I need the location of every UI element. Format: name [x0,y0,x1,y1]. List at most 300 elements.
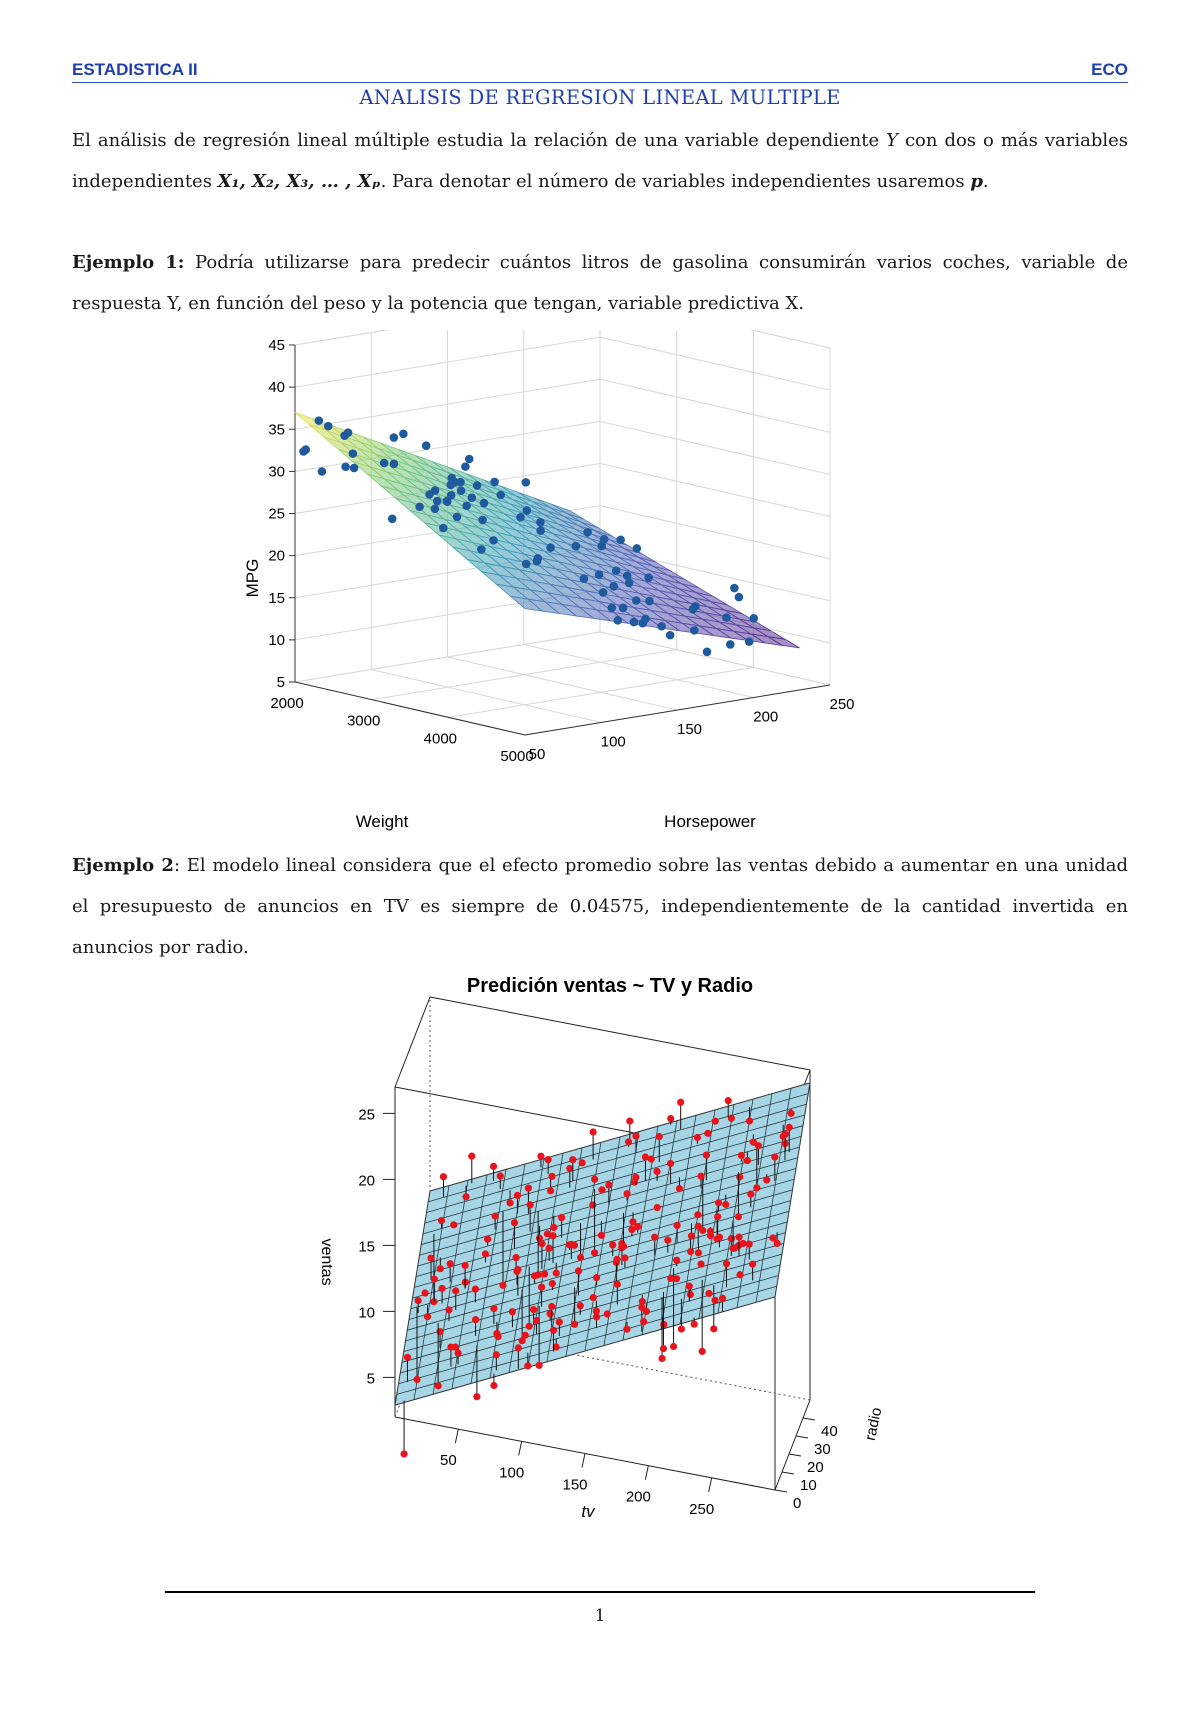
chart1-point [580,574,589,583]
chart1-point [735,593,744,602]
chart2-point [763,1176,770,1183]
header-code: ECO [1091,60,1128,79]
chart2-point [436,1328,443,1335]
header-course: ESTADISTICA II [72,60,198,79]
chart2-point [548,1303,555,1310]
chart2-point [461,1262,468,1269]
chart1-point [318,467,327,476]
chart2-point [447,1260,454,1267]
chart2-point [415,1297,422,1304]
chart2-point [667,1115,674,1122]
chart1-point [633,544,642,553]
chart2-point [537,1153,544,1160]
chart1-point [608,604,617,613]
chart2-x-tick-label: 150 [562,1476,588,1494]
chart2-point [687,1291,694,1298]
chart1-z-tick-label: 25 [268,505,285,523]
chart1-point [612,566,621,575]
chart2-point [643,1308,650,1315]
chart2-point [553,1270,560,1277]
chart2-point [660,1345,667,1352]
chart2-point [400,1450,407,1457]
footer-rule [165,1591,1035,1593]
chart2-point [623,1326,630,1333]
chart2-point [632,1174,639,1181]
chart1-point [632,596,641,605]
chart1-point [480,499,489,508]
chart1-point [415,502,424,511]
chart2-point [704,1130,711,1137]
chart2-point [744,1157,751,1164]
chart1-plane [295,412,800,647]
chart1-point [457,486,466,495]
chart1-y-tick-label: 250 [829,696,855,713]
chart2-point [598,1186,605,1193]
chart1-point [546,543,555,552]
chart2-point [422,1289,429,1296]
chart2-point [746,1240,753,1247]
chart2-point [712,1297,719,1304]
chart1-point [599,588,608,597]
chart2-point [569,1156,576,1163]
chart2-point [492,1213,499,1220]
chart2-point [694,1134,701,1141]
chart1-point [433,497,442,506]
chart2-title: Predición ventas ~ TV y Radio [466,975,754,997]
chart2-point [749,1261,756,1268]
chart1-gridline [295,379,830,432]
chart2-point [738,1152,745,1159]
chart1-point [461,462,470,471]
chart2-point [716,1234,723,1241]
chart2-point [640,1318,647,1325]
chart1-point [619,603,628,612]
chart2-point [694,1211,701,1218]
chart2-point [545,1156,552,1163]
chart2-point [639,1298,646,1305]
chart2-point [535,1271,542,1278]
chart2-point [728,1235,735,1242]
chart2-point [506,1199,513,1206]
chart2-point [556,1318,563,1325]
chart2-point [678,1325,685,1332]
chart1-point [478,516,487,525]
chart1-point [431,504,440,513]
chart1-y-tick-label: 100 [600,733,626,751]
chart1-point [703,647,712,656]
chart2-point [605,1181,612,1188]
chart2-point [695,1249,702,1256]
chart1-z-tick-label: 30 [268,463,285,481]
chart2-y-tick-label: 30 [814,1441,831,1458]
chart1-xlabel: Weight [355,812,409,831]
chart1-point [380,459,389,468]
chart1-point [745,637,754,646]
chart2-x-tick-label: 100 [499,1464,525,1482]
chart2-point [536,1235,543,1242]
chart2-point [670,1343,677,1350]
chart1-point [447,491,456,500]
intro-text-3: . Para denotar el número de variables independientes usaremos [380,171,971,192]
chart2-point [688,1232,695,1239]
chart1-point [477,545,486,554]
chart2-point [546,1245,553,1252]
chart2-point [731,1244,738,1251]
chart2-z-tick-label: 10 [358,1304,375,1322]
chart1-point [722,613,731,622]
chart1-z-tick-label: 5 [276,674,285,691]
chart1-point [422,441,431,450]
chart2-point [604,1310,611,1317]
chart2-point [566,1165,573,1172]
chart2-point [591,1176,598,1183]
chart1-point [490,478,499,487]
page-header [72,56,1128,83]
chart2-z-tick-label: 5 [366,1370,375,1388]
chart2-point [625,1138,632,1145]
chart2-point [723,1260,730,1267]
chart1-point [666,631,675,640]
chart2-point [632,1133,639,1140]
page-number: 1 [594,1606,606,1626]
chart2-x-tick [709,1478,712,1492]
chart2-y-tick [775,1490,787,1492]
chart2-xlabel: tv [581,1502,595,1521]
chart2-point [493,1351,500,1358]
chart1-point [522,478,531,487]
chart2-point [621,1254,628,1261]
chart2-point [676,1185,683,1192]
chart2-point [509,1308,516,1315]
chart1-floor-line [600,632,830,685]
chart2-point [497,1172,504,1179]
chart2-point [725,1097,732,1104]
chart2-point [769,1234,776,1241]
chart2-point [755,1142,762,1149]
chart2-point [547,1310,554,1317]
chart-mpg-3d [240,330,960,835]
example-1-text: Podría utilizarse para predecir cuántos litros de gasolina consumirán varios coches, variable de respuesta Y, en función del peso y la potencia que tengan, variable predictiva X. [72,252,1128,314]
chart2-y-tick-label: 10 [800,1477,817,1494]
chart2-y-tick-label: 20 [807,1459,824,1476]
chart1-point [613,616,622,625]
chart1-point [641,614,650,623]
chart2-point [490,1382,497,1389]
chart2-point [525,1184,532,1191]
chart1-point [473,481,482,490]
chart1-z-tick-label: 40 [268,379,285,397]
chart2-point [499,1282,506,1289]
chart1-point [523,506,532,515]
chart1-point [349,449,358,458]
intro-text-1: El análisis de regresión lineal múltiple estudia la relación de una variable dependiente [72,130,887,151]
chart1-ylabel: Horsepower [664,812,756,831]
chart1-point [453,513,462,522]
chart2-point [753,1184,760,1191]
chart2-point [656,1133,663,1140]
chart2-point [593,1308,600,1315]
chart2-point [547,1187,554,1194]
chart1-point [299,447,308,456]
chart2-point [435,1382,442,1389]
chart2-point [735,1213,742,1220]
intro-text-4: . [982,171,989,192]
chart1-point [450,478,459,487]
chart2-point [454,1349,461,1356]
chart2-point [705,1290,712,1297]
chart2-point [515,1344,522,1351]
chart1-point [431,486,440,495]
chart2-point [548,1173,555,1180]
chart1-point [399,429,408,438]
chart2-point [613,1256,620,1263]
chart1-point [595,570,604,579]
chart1-z-tick-label: 20 [268,547,285,565]
chart2-point [544,1230,551,1237]
example-1-paragraph [72,242,1128,324]
chart2-point [609,1241,616,1248]
chart2-point [568,1241,575,1248]
chart2-point [736,1173,743,1180]
chart2-point [673,1222,680,1229]
example-2-text: : El modelo lineal considera que el efecto promedio sobre las ventas debido a aumentar en una unidad el presupuesto de anuncios en TV es siempre de 0.04575, independientemente de la cantidad invertida en anuncios por radio. [72,855,1128,958]
chart1-point [439,524,448,533]
chart2-x-tick [645,1466,648,1480]
chart2-point [590,1128,597,1135]
chart2-point [629,1218,636,1225]
chart1-y-tick-label: 150 [676,721,703,738]
chart2-z-tick-label: 25 [358,1106,375,1124]
chart2-point [728,1115,735,1122]
chart1-point [730,584,739,593]
chart2-point [558,1214,565,1221]
chart1-point [390,459,399,468]
chart2-point [437,1265,444,1272]
chart1-point [467,493,476,502]
intro-paragraph [72,120,1128,202]
chart2-point [654,1204,661,1211]
chart2-point [707,1232,714,1239]
var-y: Y [886,130,898,151]
chart2-point [575,1267,582,1274]
example-1-label: Ejemplo 1: [72,252,185,273]
chart2-point [440,1173,447,1180]
chart1-point [324,422,333,431]
chart2-point [623,1190,630,1197]
chart2-point [699,1348,706,1355]
chart2-point [494,1333,501,1340]
chart2-point [473,1393,480,1400]
chart2-y-tick-label: 0 [793,1495,802,1512]
chart2-point [549,1280,556,1287]
chart1-point [388,514,397,523]
chart1-point [644,573,653,582]
chart2-point [550,1224,557,1231]
chart1-point [616,536,625,545]
chart2-point [746,1117,753,1124]
chart2-point [431,1276,438,1283]
chart2-point [511,1219,518,1226]
chart2-ylabel: radio [861,1405,886,1443]
chart2-y-tick [789,1454,801,1456]
chart2-point [664,1237,671,1244]
chart2-point [536,1362,543,1369]
chart2-point [438,1217,445,1224]
chart2-point [513,1268,520,1275]
var-list: X₁, X₂, X₃, … , Xₚ [217,171,381,192]
chart1-point [623,571,632,580]
chart2-point [735,1234,742,1241]
chart2-point [691,1321,698,1328]
intro-text-2: con dos o más variables independientes [72,130,1128,192]
chart2-point [490,1305,497,1312]
chart2-point [697,1172,704,1179]
chart2-point [404,1354,411,1361]
chart2-point [719,1295,726,1302]
chart2-point [782,1130,789,1137]
chart2-point [484,1236,491,1243]
example-2-label: Ejemplo 2 [72,855,174,876]
chart1-point [600,535,609,544]
chart2-point [571,1321,578,1328]
chart2-point [786,1124,793,1131]
chart2-point [526,1323,533,1330]
chart2-point [538,1283,545,1290]
chart1-point [496,491,505,500]
chart1-gridline [295,330,830,348]
chart1-point [340,431,349,440]
chart1-point [350,464,359,473]
chart2-point [648,1156,655,1163]
chart2-box-edge [395,997,430,1087]
var-p: p [970,171,983,192]
chart2-point [577,1302,584,1309]
chart2-point [712,1118,719,1125]
chart2-point [710,1325,717,1332]
chart2-point [598,1232,605,1239]
chart1-floor-line [448,657,678,710]
chart2-point [512,1254,519,1261]
chart1-point [489,536,498,545]
chart2-point [530,1306,537,1313]
chart1-x-tick-label: 3000 [346,712,381,730]
chart2-point [677,1099,684,1106]
chart2-y-tick [796,1436,808,1438]
chart2-point [533,1317,540,1324]
chart2-point [703,1152,710,1159]
chart2-point [614,1281,621,1288]
chart2-point [541,1270,548,1277]
chart1-point [630,618,639,627]
chart1-point [726,640,735,649]
chart2-point [450,1221,457,1228]
chart2-point [439,1285,446,1292]
chart1-point [657,622,666,631]
chart1-point [536,526,545,535]
chart1-zlabel: MPG [243,558,262,598]
chart2-point [591,1249,598,1256]
chart2-x-tick [582,1454,585,1468]
chart2-point [667,1275,674,1282]
chart1-point [522,560,531,569]
chart2-box-edge [430,997,810,1070]
chart1-z-tick-label: 15 [268,589,285,607]
chart2-point [739,1240,746,1247]
chart2-z-tick-label: 20 [358,1172,375,1190]
chart2-point [651,1234,658,1241]
chart2-point [589,1201,596,1208]
chart1-floor-line [524,645,754,698]
chart1-z-tick-label: 10 [268,631,285,649]
chart2-point [673,1257,680,1264]
chart1-gridline [295,337,830,390]
chart2-point [687,1248,694,1255]
chart2-y-tick [782,1472,794,1474]
chart1-point [689,605,698,614]
example-2-paragraph [72,845,1128,968]
chart2-point [472,1316,479,1323]
chart2-point [452,1287,459,1294]
chart2-point [697,1260,704,1267]
chart2-y-tick [803,1418,815,1420]
chart1-x-tick-label: 5000 [500,748,534,765]
chart1-point [583,528,592,537]
chart1-point [571,542,580,551]
chart2-point [695,1223,702,1230]
chart2-point [468,1153,475,1160]
chart2-point [482,1250,489,1257]
chart2-x-tick [519,1441,522,1455]
chart2-x-tick-label: 50 [439,1452,457,1470]
chart2-point [667,1160,674,1167]
chart1-x-tick-label: 4000 [423,730,458,748]
chart2-point [514,1192,521,1199]
chart2-point [445,1306,452,1313]
chart1-point [536,518,545,527]
chart2-x-tick-label: 250 [689,1500,715,1518]
chart2-point [524,1362,531,1369]
chart1-floor-line [371,670,601,723]
chart2-z-tick-label: 15 [358,1238,375,1256]
chart1-x-axis [295,682,525,735]
chart1-point [390,433,399,442]
chart1-point [462,501,471,510]
chart1-y-tick-label: 50 [528,746,546,763]
chart2-point [620,1243,627,1250]
chart2-point [579,1159,586,1166]
chart2-point [653,1168,660,1175]
chart2-point [722,1201,729,1208]
chart1-point [609,582,618,591]
chart1-point [690,626,699,635]
chart2-point [658,1355,665,1362]
chart1-z-tick-label: 35 [268,421,285,439]
chart2-point [747,1191,754,1198]
chart-ventas-3d [300,970,920,1540]
chart1-y-tick-label: 200 [753,708,779,726]
chart2-x-tick [455,1429,458,1443]
chart2-point [714,1213,721,1220]
document-title: ANALISIS DE REGRESION LINEAL MULTIPLE [359,86,841,109]
chart2-point [522,1332,529,1339]
chart1-point [516,513,525,522]
chart2-point [424,1313,431,1320]
chart1-point [341,462,350,471]
chart2-point [550,1327,557,1334]
chart1-point [645,597,654,606]
chart2-y-tick-label: 40 [821,1423,838,1440]
chart2-point [736,1271,743,1278]
